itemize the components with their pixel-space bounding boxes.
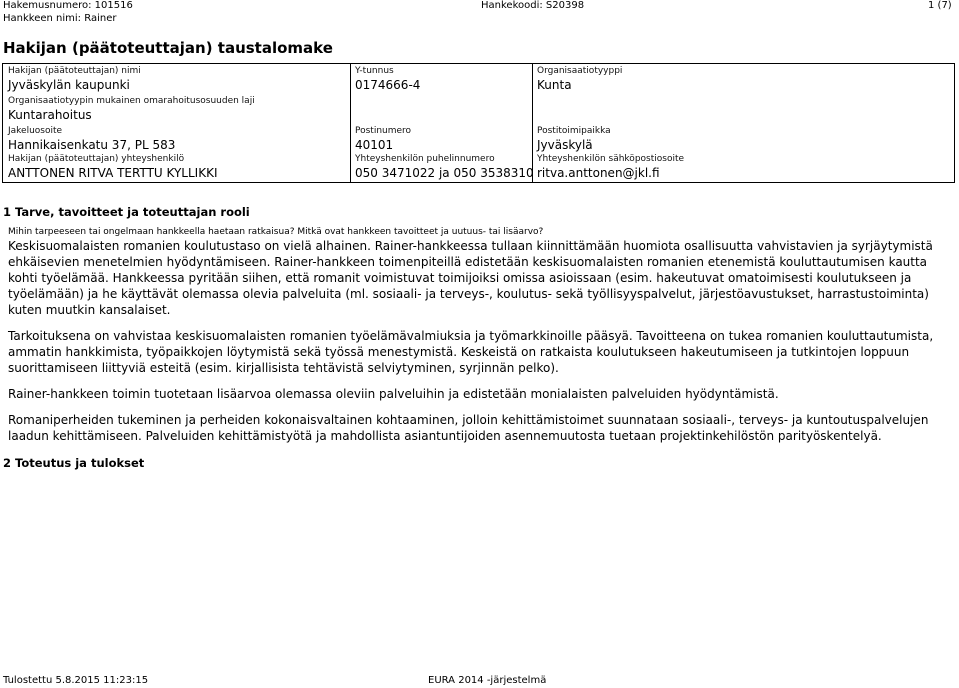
applicant-info-table xyxy=(2,63,955,183)
contact-phone-value: 050 3471022 ja 050 3538310 xyxy=(355,166,534,180)
postcode-value: 40101 xyxy=(355,138,394,152)
answer-paragraph: Keskisuomalaisten romanien koulutustaso on vielä alhainen. Rainer-hankkeessa tullaan kiinnittämään huomiota osallisuutta vahvistavien ja syrjäytymistä ehkäisevien menetelmien hyödyntämiseen. Rainer-hankkeen toimenpiteillä edistetään keskisuomalaisten romanien etenemistä kouluttautumisen kautta kohti työelämää. Hankkeessa pyritään siihen, että romanit voimistuvat toimijoiksi omissa asioissaan (esim. hakeutuvat omatoimisesti koulutukseen ja työelämään) ja he käyttävät olemassa olevia palveluita (ml. sosiaali- ja terveys-, koulutus- sekä työllisyyspalvelut, järjestöavustukset, harrastustoiminta) kuten muutkin kansalaiset. xyxy=(8,239,933,317)
business-id-value: 0174666-4 xyxy=(355,78,421,92)
city-label: Postitoimipaikka xyxy=(537,126,611,136)
system-name: EURA 2014 -järjestelmä xyxy=(428,675,547,686)
print-timestamp: Tulostettu 5.8.2015 11:23:15 xyxy=(3,675,149,686)
section-1-heading: 1 Tarve, tavoitteet ja toteuttajan rooli xyxy=(3,205,250,219)
contact-person-value: ANTTONEN RITVA TERTTU KYLLIKKI xyxy=(8,166,218,180)
project-name: Hankkeen nimi: Rainer xyxy=(3,13,117,24)
contact-person-label: Hakijan (päätoteuttajan) yhteyshenkilö xyxy=(8,154,185,164)
section-1-question: Mihin tarpeeseen tai ongelmaan hankkeella haetaan ratkaisua? Mitkä ovat hankkeen tavoitteet ja uutuus- tai lisäarvo? xyxy=(8,227,544,237)
funding-type-value: Kuntarahoitus xyxy=(8,108,92,122)
org-type-value: Kunta xyxy=(537,78,572,92)
applicant-name-label: Hakijan (päätoteuttajan) nimi xyxy=(8,66,141,76)
contact-email-value: ritva.anttonen@jkl.fi xyxy=(537,166,660,180)
address-value: Hannikaisenkatu 37, PL 583 xyxy=(8,138,176,152)
applicant-name-value: Jyväskylän kaupunki xyxy=(8,78,130,92)
address-label: Jakeluosoite xyxy=(8,126,63,136)
contact-email-label: Yhteyshenkilön sähköpostiosoite xyxy=(537,154,685,164)
postcode-label: Postinumero xyxy=(355,126,412,136)
business-id-label: Y-tunnus xyxy=(355,66,394,76)
section-2-heading: 2 Toteutus ja tulokset xyxy=(3,456,145,470)
project-code: Hankekoodi: S20398 xyxy=(481,0,585,11)
org-type-label: Organisaatiotyyppi xyxy=(537,66,623,76)
answer-paragraph: Tarkoituksena on vahvistaa keskisuomalaisten romanien työelämävalmiuksia ja työmarkkinoille pääsyä. Tavoitteena on tukea romanien kouluttautumista, ammatin hankkimista, työpaikkojen löytymistä sekä työssä menestymistä. Keskeistä on ratkaista koulutukseen hakeutumiseen ja tutkintojen loppuun suorittamiseen liittyviä esteitä (esim. kirjallisista tehtävistä selviytyminen, syrjinnän pelko). xyxy=(8,329,934,375)
application-number: Hakemusnumero: 101516 xyxy=(3,0,133,11)
column-divider xyxy=(350,64,351,182)
page-number: 1 (7) xyxy=(928,0,952,11)
answer-paragraph: Romaniperheiden tukeminen ja perheiden kokonaisvaltainen kohtaaminen, jolloin kehittämistoimet suunnataan sosiaali-, terveys- ja kuntoutuspalvelujen laadun kehittämiseen. Palveluiden kehittämistyötä ja mahdollista asiantuntijoiden asennemuutosta tuetaan projektinkehilöstön parityöskentelyä. xyxy=(8,413,929,443)
answer-paragraph: Rainer-hankkeen toimin tuotetaan lisäarvoa olemassa oleviin palveluihin ja edistetään monialaisten palveluiden hyödyntämistä. xyxy=(8,387,779,401)
contact-phone-label: Yhteyshenkilön puhelinnumero xyxy=(355,154,495,164)
column-divider xyxy=(532,64,533,182)
funding-type-label: Organisaatiotyypin mukainen omarahoitusosuuden laji xyxy=(8,96,255,106)
city-value: Jyväskylä xyxy=(537,138,593,152)
section-1-answer xyxy=(8,238,954,454)
form-title: Hakijan (päätoteuttajan) taustalomake xyxy=(3,39,333,57)
